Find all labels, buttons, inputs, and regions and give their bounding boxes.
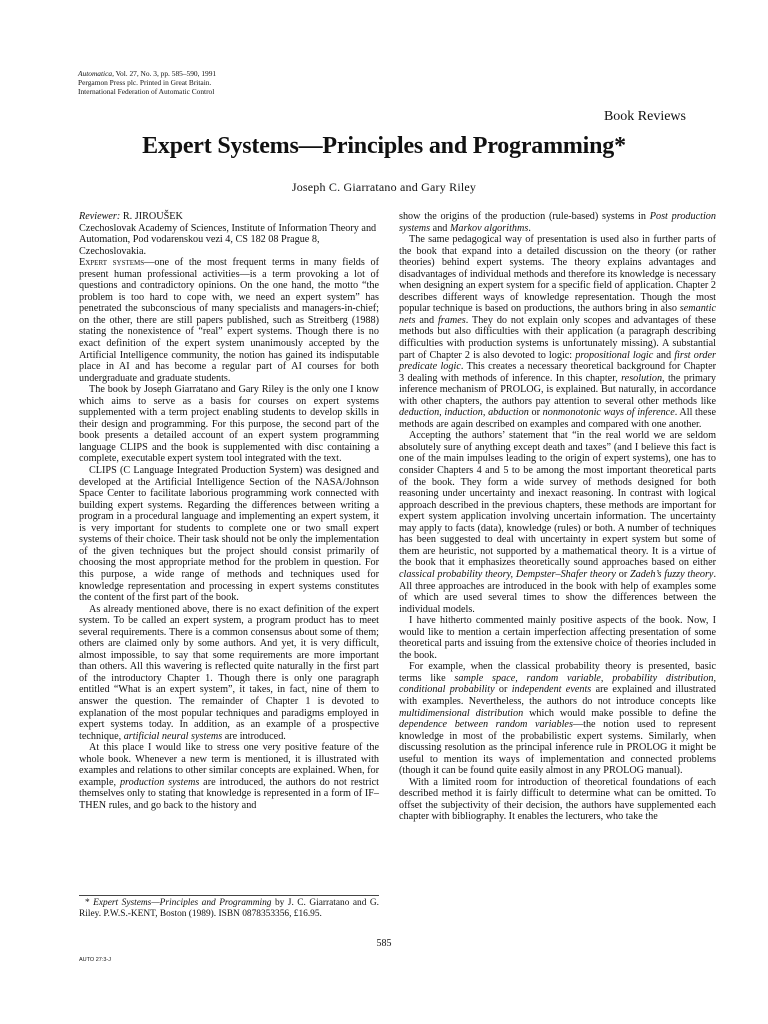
paragraph: With a limited room for introduction of theoretical foundations of each described method it is fairly difficult to determine what can be omitted. To offset the subjectivity of their decision, the authors have supplemented each chapter with bibliography. It enables the lecturers, who take the bbox=[399, 776, 716, 823]
book-authors: Joseph C. Giarratano and Gary Riley bbox=[291, 180, 477, 194]
paragraph: The book by Joseph Giarratano and Gary Riley is the only one I know which aims to serve as a basis for courses on expert systems supplemented with a term project enabling students to develop skills in their design and programming. For this purpose, the second part of the book presents a detailed account of an expert system programming language CLIPS and the book is supplemented with disc containing a complete, executable expert system tool integrated with the text. bbox=[79, 384, 379, 465]
print-code: AUTO 27:3-J bbox=[79, 957, 111, 963]
paragraph: As already mentioned above, there is no exact definition of the expert system. To be called an expert system, a program product has to meet several requirements. There is a common consensus about some of them; others are claimed only by some authors. And yet, it is very difficult, almost impossible, to say that some requirements are more important than others. All this wavering is reflected quite naturally in the first part of the introductory Chapter 1. Though there is only one paragraph entitled “What is an expert system”, it takes, in fact, nine of them to answer the question. The remainder of Chapter 1 is devoted to explanation of the most popular techniques and paradigms employed in expert systems today. In addition, as an example of a prospective technique, artificial neural systems are introduced. bbox=[79, 603, 379, 742]
review-title: Expert Systems—Principles and Programming* bbox=[142, 133, 626, 159]
paragraph: I have hitherto commented mainly positive aspects of the book. Now, I would like to mention a certain imperfection affecting presentation of some theoretical parts and issuing from the extensive choice of theories included in the book. bbox=[399, 615, 716, 661]
citation-line: Automatica, Vol. 27, No. 3, pp. 585–590, 1991 bbox=[78, 69, 217, 78]
paragraph: For example, when the classical probability theory is presented, basic terms like sample space, random variable, probability distribution, conditional probability or independent events are explained and illustrated with examples. Nevertheless, the authors do not introduce concepts like multidimensional distribution which would make possible to define the dependence between random variables—the notion used to represent knowledge in most of the probabilistic expert systems. Similarly, when discussing resolution as the principal inference rule in PROLOG it might be useful to mention its ways of implementation and connected problems (though it can be found quite easily almost in any PROLOG manual). bbox=[399, 661, 716, 777]
right-column bbox=[399, 211, 716, 823]
paragraph: At this place I would like to stress one very positive feature of the whole book. Whenever a new term is mentioned, it is illustrated with examples and relations to other similar concepts are explained. When, for example, production systems are introduced, the authors do not restrict themselves only to stating that knowledge is represented in a form of IF–THEN rules, and go back to the history and bbox=[79, 742, 379, 811]
reviewer-line: Reviewer: R. JIROUŠEK bbox=[79, 211, 183, 222]
paragraph: show the origins of the production (rule-based) systems in Post production systems and Markov algorithms. bbox=[399, 211, 716, 234]
journal-masthead bbox=[78, 69, 216, 97]
federation-line: International Federation of Automatic Control bbox=[78, 87, 215, 97]
reviewer-affiliation: Czechoslovak Academy of Sciences, Institute of Information Theory and Automation, Pod vodarenskou vezi 4, CS 182 08 Prague 8, Czechoslovakia. bbox=[79, 222, 377, 257]
footnote-divider bbox=[79, 895, 379, 896]
paragraph: The same pedagogical way of presentation is used also in further parts of the book that expand into a detailed discussion on the theory (or rather theories) behind expert systems. The theory explains advantages and disadvantages of individual methods and therefore its knowledge is necessary when designing an expert system for a specific field of application. Chapter 2 describes different ways of knowledge representation. Though the most popular technique is based on productions, the authors bring in also semantic nets and frames. They do not explain only scopes and advantages of these methods but also difficulties with their application (a paragraph describing difficulties with production systems is unfortunately missing). A substantial part of Chapter 2 is also devoted to logic: propositional logic and first order predicate logic. This creates a necessary theoretical background for Chapter 3 dealing with methods of inference. In this chapter, resolution, the primary inference mechanism of PROLOG, is explained. But naturally, in accordance with other chapters, the authors pay attention to several other methods like deduction, induction, abduction or nonmonotonic ways of inference. All these methods are again described on examples and compared with one another. bbox=[399, 234, 717, 430]
footnote bbox=[79, 898, 379, 920]
paragraph: CLIPS (C Language Integrated Production System) was designed and developed at the Artificial Intelligence Section of the NASA/Johnson Space Center to facilitate laborious programming work connected with building expert systems. Regarding the differences between writing a program in a procedural language and implementing an expert system, it is very important for students to complete one or two small expert systems of their choice. Their task should not be only the implementation of the given techniques but the project should consist primarily of choosing the most appropriate method for the problem in question. For this purpose, a wide range of methods and techniques used for knowledge representation and processing in expert systems constitutes the content of the first part of the book. bbox=[79, 465, 379, 604]
section-label: Book Reviews bbox=[603, 109, 686, 124]
footnote-text: * Expert Systems—Principles and Programming by J. C. Giarratano and G. Riley. P.W.S.-KENT, Boston (1989). ISBN 0878353356, £16.95. bbox=[79, 898, 380, 919]
paragraph: Expert systems—one of the most frequent terms in many fields of present human professional activities—is a term provoking a lot of questions and contradictory opinions. On the one hand, the motto “the problem is too hard to cope with, we need an expert system” has penetrated the subconscious of many specialists and managers-in-chief; on the other, there are still papers published, such as Streitberg (1988) stating the nonexistence of “real” expert systems. Though there is no exact definition of the expert system unanimously accepted by the Artificial Intelligence community, the notion has gained its indisputable place in AI and has become a regular part of AI courses for both undergraduate and graduate students. bbox=[79, 257, 379, 384]
printer-line: Pergamon Press plc. Printed in Great Britain. bbox=[78, 78, 212, 88]
page-number: 585 bbox=[376, 938, 392, 949]
paragraph: Accepting the authors’ statement that “in the real world we are seldom absolutely sure of anything except death and taxes” (and I believe this fact is one of the main impulses leading to the origin of expert systems), one has to consider Chapters 4 and 5 to be among the most important theoretical parts of the book. They form a wide survey of methods designed for both reasoning under uncertainty and inexact reasoning. In contrast with logical approach described in the previous chapters, these methods are important for expert system application involving uncertain information. The uncertainty may apply to facts (data), knowledge (rules) or both. A number of techniques has been suggested to deal with uncertainty in expert system but some of them are heuristic, not supported by a mathematical theory. It is a virtue of the book that it emphasizes theoretically sound approaches based on either classical probability theory, Dempster–Shafer theory or Zadeh’s fuzzy theory. All three approaches are introduced in the book with help of examples some of which are used several times to show the differences between the individual models. bbox=[399, 430, 716, 615]
left-column bbox=[79, 211, 379, 811]
